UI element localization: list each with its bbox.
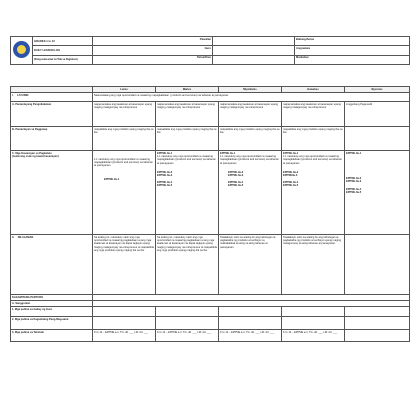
row-label-b: B. Pamantayan sa Pagganap <box>11 127 93 151</box>
petsa-value[interactable] <box>213 55 295 64</box>
c-lunes-code: EPP5IE-0a-1 <box>104 177 120 181</box>
c-huwebes <box>282 151 345 235</box>
nilalaman-miyerkules: Tatalakayin natin sa araling ito ang kahulugan at pagkakaiba ng produkto at serbisyo na maikakalakal sa ating sa ating tahanan at pamayanan. <box>219 235 282 295</box>
kasanayan-row <box>11 151 410 235</box>
c-biyernes-code: EPP5IE-0a-5 <box>346 190 362 194</box>
day-biyernes: Biyernes <box>345 87 410 93</box>
c-miyerkules-code: EPP5IE-0a-4 <box>228 181 244 185</box>
c-lunes-text: 1.1 natutukoy ang mga oportunidad na maaaring mapagkakitaan (products and services) sa tahanan at pamayanan <box>94 157 153 168</box>
c-biyernes <box>345 151 410 235</box>
day-martes: Martes <box>156 87 219 93</box>
a-lunes: naipamamalas ang kaalaman at kasanayan upang maging matagumpay na entrepreneur <box>93 102 156 127</box>
teksbuk-miyerkules: K to 12 – EPP5IE a-1; TG. dd. ___ LM: dd. ___ <box>219 330 282 342</box>
c-huwebes-text: 1.1 natutukoy ang mga oportunidad na maaaring mapagkakitaan (products and services) sa tahanan at pamayanan <box>283 155 342 165</box>
nilalaman-huwebes: Tatalakayin natin sa araling ito ang kahulugan at pagkakaiba ng produkto at serbisyo upang maging matagumpay sa ating tahanan at pamayanan. <box>282 235 345 295</box>
c-huwebes-top: EPP5IE-0a-1 <box>283 151 299 155</box>
c-huwebes-code: EPP5IE-0a-5 <box>283 184 299 188</box>
kagamitang-mag-label: 2. Mga pahina sa Kagamitang Pang-Mag-aaral <box>11 317 93 330</box>
layunin-row <box>11 93 410 102</box>
b-huwebes: maipakikita ang mga produkto upang maging iba sa iba <box>282 127 345 151</box>
teksbuk-martes: K to 12 – EPP5IE a-1; TG. dd. ___ LM: dd. ___ <box>156 330 219 342</box>
baitang-field[interactable] <box>295 37 410 46</box>
c-huwebes-code: EPP5IE0a-3 <box>283 173 298 177</box>
layunin-label: I. LAYUNIN <box>11 93 93 102</box>
row-label-a: A. Pamantayang Pangnilalaman <box>11 102 93 127</box>
nilalaman-biyernes <box>345 235 410 295</box>
gabay-label: 1. Mga pahina sa Gabay ng Guro <box>11 307 93 317</box>
c-martes-code: EPP5IE-0a-4 <box>157 181 173 185</box>
guro-value[interactable] <box>213 46 295 55</box>
teksbuk-row <box>11 330 410 342</box>
c-martes-code: EPP5IE-0a-5 <box>157 184 173 188</box>
c-martes <box>156 151 219 235</box>
grade-label: GRADES 1 to 12 <box>33 37 93 46</box>
kagamitang-mag-row <box>11 317 410 330</box>
day-lunes: Lunes <box>93 87 156 93</box>
c-biyernes-code: EPP5IE-0a-2 <box>346 177 362 181</box>
a-martes: naipamamalas ang kaalaman at kasanayan upang maging matagumpay na entrepreneur <box>156 102 219 127</box>
c-martes-code: EPP5IE-0a-2 <box>157 170 173 174</box>
row-label-c <box>11 151 93 235</box>
markahan-field[interactable] <box>295 55 410 64</box>
nilalaman-martes: Sa araling ito, matutukoy natin ang mga oportunidad na maaaring pagkakitaan at ang mga kaalaman at kasanayan na dapat taglayin upang maging matagumpay na entrepreneur at maipakikita ang mga produkto upang maging iba sa iba. <box>156 235 219 295</box>
c-huwebes-code: EPP5IE-0a-4 <box>283 181 299 185</box>
asignatura-field[interactable] <box>295 46 410 55</box>
paaralan-value[interactable] <box>213 37 295 46</box>
log-label: DAILY LESSON LOG <box>33 46 93 55</box>
log-sublabel: (Pang-araw-araw na Tala sa Pagtuturo) <box>33 55 93 64</box>
a-biyernes: Lingguhang Pagsusulit <box>345 102 410 127</box>
teksbuk-lunes: K to 12 – EPP5IE a-1; TG. dd. ___ LM: dd. ___ <box>93 330 156 342</box>
nilalaman-label: II. NILALAMAN <box>11 235 93 295</box>
b-miyerkules: maipakikita ang mga produkto upang maging iba sa iba <box>219 127 282 151</box>
c-miyerkules-code: EPP5IE-0a-3 <box>228 173 244 177</box>
c-miyerkules <box>219 151 282 235</box>
gabay-row <box>11 307 410 317</box>
markahan-label: Markahan <box>296 56 309 60</box>
day-huwebes: Huwebes <box>282 87 345 93</box>
seal-icon <box>13 41 30 58</box>
c-biyernes-code: EPP5IE-0a-4 <box>346 187 362 191</box>
pamantayang-pangnilalaman-row <box>11 102 410 127</box>
asignatura-label: Asignatura <box>296 46 311 50</box>
petsa-label: Petsa/Oras <box>93 55 213 64</box>
paaralan-label: Paaralan <box>93 37 213 46</box>
nilalaman-row <box>11 235 410 295</box>
teksbuk-huwebes: K to 12 – EPP5IE a-1; TG. dd. ___ LM: dd. ___ <box>282 330 345 342</box>
nilalaman-lunes: Sa araling ito, matutukoy natin ang mga oportunidad na maaaring pagkakitaan at ang mga kaalaman at kasanayan na dapat taglayin upang maging matagumpay na entrepreneur at maipakikita ang mga produkto upang maging iba sa iba. <box>93 235 156 295</box>
b-lunes: maipakikita ang mga produkto upang maging iba sa iba <box>93 127 156 151</box>
b-biyernes <box>345 127 410 151</box>
deped-seal <box>11 37 33 65</box>
header-table <box>10 36 410 65</box>
pamantayan-pagganap-row <box>11 127 410 151</box>
b-martes: maipakikita ang mga produkto upang maging iba sa iba <box>156 127 219 151</box>
c-miyerkules-text: 1.1 natutukoy ang mga oportunidad na maaaring mapagkakitaan (products and services) sa tahanan at pamayanan <box>220 155 279 165</box>
a-huwebes: naipamamalas ang kaalaman at kasanayan upang maging matagumpay na entrepreneur <box>282 102 345 127</box>
teksbuk-label: 3. Mga pahina sa Teksbuk <box>11 330 93 342</box>
lesson-log <box>10 36 409 342</box>
sanggunian-label: A. Sanggunian <box>11 301 93 307</box>
baitang-label: Baitang/Antas <box>296 37 315 41</box>
c-martes-text: 1.1 natutukoy ang mga oportunidad na maaaring mapagkakitaan (products and services) sa tahanan at pamayanan <box>157 155 216 165</box>
c-martes-top: EPP5IE-0a-1 <box>157 151 173 155</box>
row-label-c-sub: (Isulat ang code ng bawat kasanayan) <box>12 155 59 159</box>
c-martes-code: EPP5IE-0a-3 <box>157 173 173 177</box>
c-huwebes-code: EPP5IE-0a-2 <box>283 170 299 174</box>
c-miyerkules-code: EPP5IE-0a-5 <box>228 184 244 188</box>
day-miyerkules: Miyerkules <box>219 87 282 93</box>
layunin-text: Naisusulatang ang mga oportunidad na maaaring mapagkakitaan ( products and services) sa tahanan at pamayanan. <box>93 93 410 102</box>
c-miyerkules-code: EPP5IE-0a-2 <box>228 170 244 174</box>
lesson-table <box>10 86 410 342</box>
guro-label: Guro <box>93 46 213 55</box>
c-lunes <box>93 151 156 235</box>
kagamitan-label: KAGAMITANG PANTURO <box>11 295 93 301</box>
c-biyernes-code: EPP5IE-0a-3 <box>346 180 362 184</box>
a-miyerkules: naipamamalas ang kaalaman at kasanayan upang maging matagumpay na entrepreneur <box>219 102 282 127</box>
c-miyerkules-top: EPP5IE-0a-1 <box>220 151 236 155</box>
c-biyernes-top: EPP5IE-0a-1 <box>346 151 362 155</box>
teksbuk-biyernes <box>345 330 410 342</box>
row-label-c-title: C. Mga Kasanayan sa Pagkatuto <box>12 151 52 155</box>
